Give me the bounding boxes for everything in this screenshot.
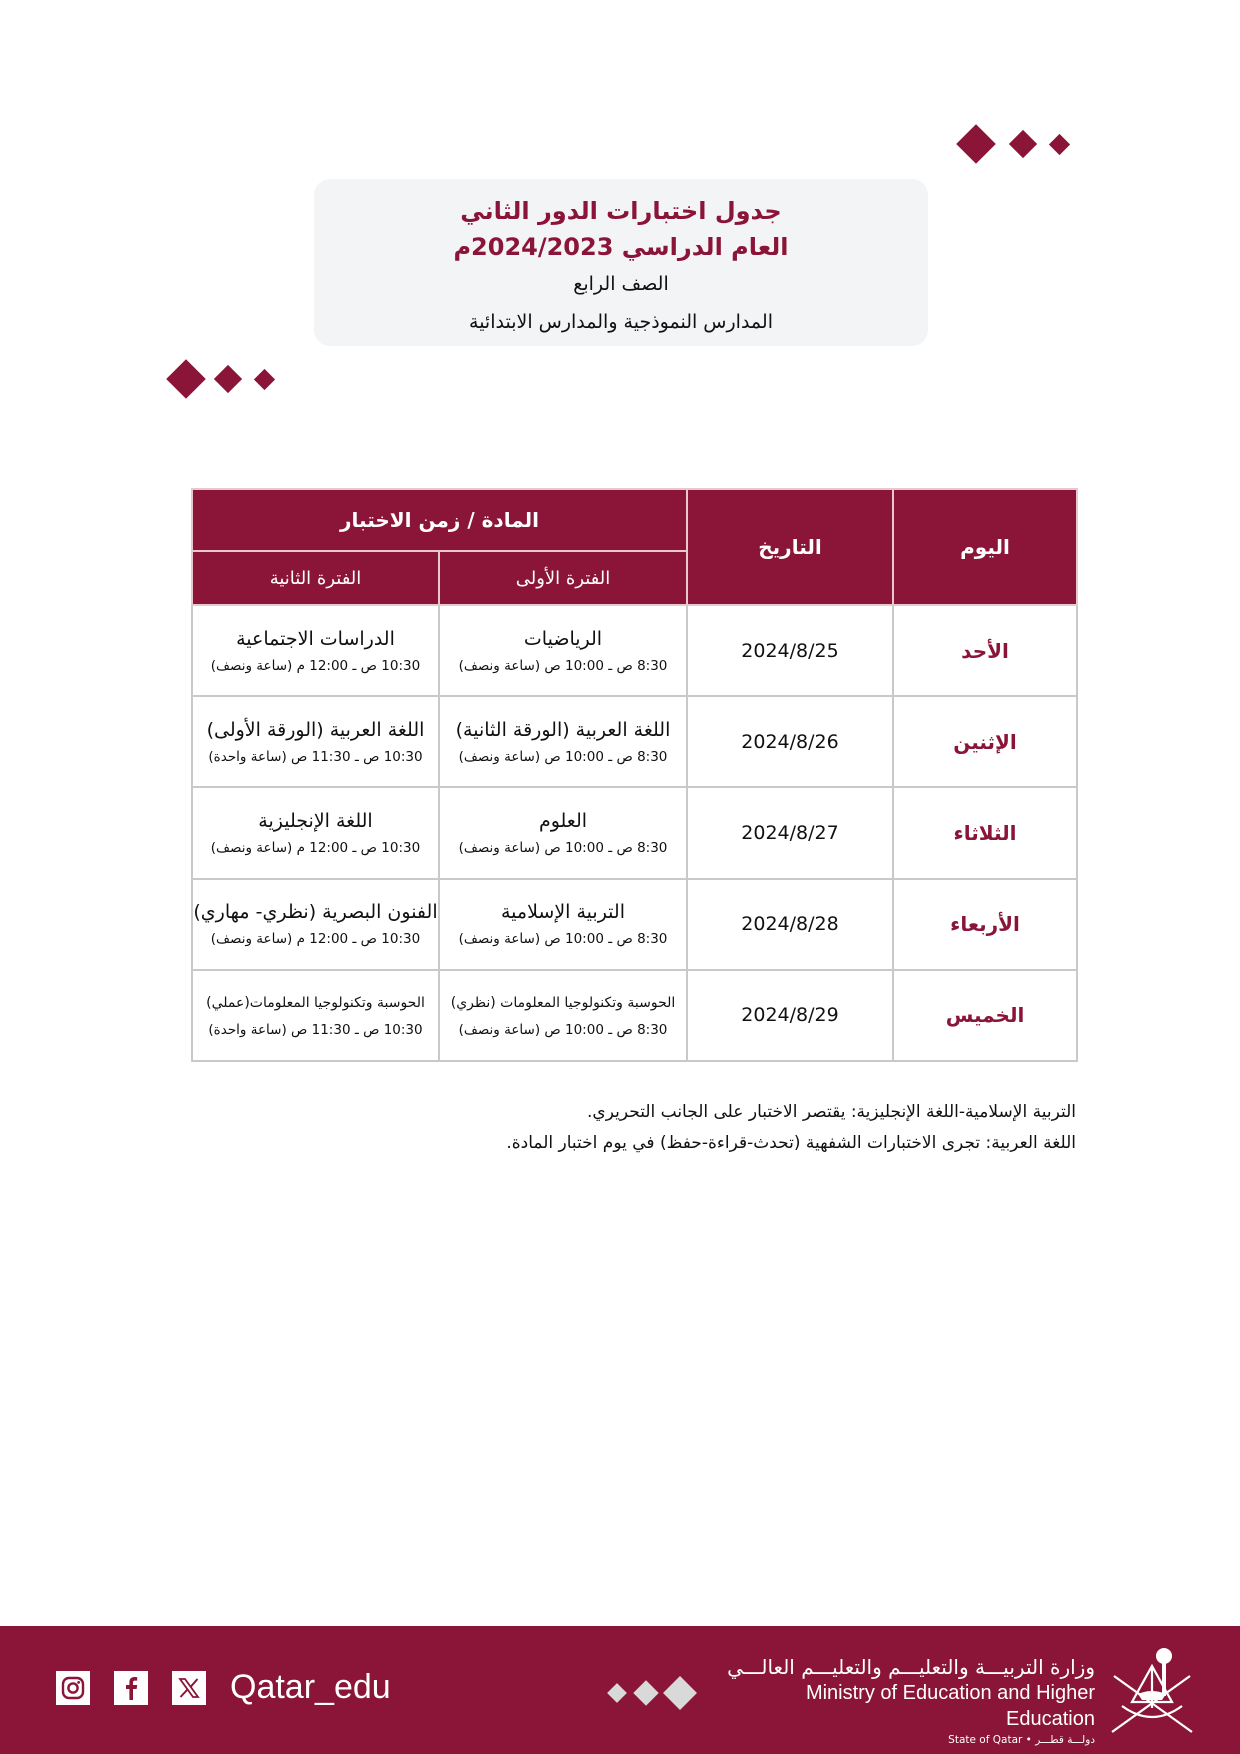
ministry-name — [720, 1654, 1095, 1748]
subject-name: اللغة الإنجليزية — [258, 809, 373, 832]
title-box — [314, 179, 928, 346]
period1-cell — [439, 879, 687, 970]
facebook-icon[interactable] — [114, 1671, 148, 1705]
exam-time: 10:30 ص ـ 12:00 م (ساعة ونصف) — [210, 839, 421, 856]
x-icon[interactable] — [172, 1671, 206, 1705]
table-row — [192, 970, 1077, 1061]
header-period-1: الفترة الأولى — [439, 551, 687, 605]
day-cell: الخميس — [893, 970, 1077, 1061]
schools-label: المدارس النموذجية والمدارس الابتدائية — [469, 311, 773, 333]
period2-cell — [192, 879, 439, 970]
grade-label: الصف الرابع — [573, 273, 669, 295]
ministry-name-ar: وزارة التربيـــة والتعليـــم والتعليـــم العالـــي — [727, 1655, 1095, 1679]
table-row — [192, 879, 1077, 970]
state-label: State of Qatar • دولـــة قطـــر — [948, 1734, 1095, 1746]
academic-year: العام الدراسي 2024/2023م — [453, 233, 789, 261]
subject-name: اللغة العربية (الورقة الأولى) — [206, 718, 425, 741]
exam-time: 8:30 ص ـ 10:00 ص (ساعة ونصف) — [458, 839, 668, 856]
social-links — [56, 1668, 391, 1707]
notes — [430, 1097, 1076, 1159]
header-date: التاريخ — [687, 489, 893, 605]
table-row — [192, 696, 1077, 787]
exam-time: 10:30 ص ـ 11:30 ص (ساعة واحدة) — [208, 1022, 423, 1039]
subject-name: الدراسات الاجتماعية — [236, 627, 395, 650]
period2-cell — [192, 970, 439, 1061]
footer — [0, 1626, 1240, 1754]
exam-schedule-table — [191, 488, 1078, 1062]
header-day: اليوم — [893, 489, 1077, 605]
day-cell: الأربعاء — [893, 879, 1077, 970]
period1-cell — [439, 787, 687, 878]
day-cell: الثلاثاء — [893, 787, 1077, 878]
subject-name: الفنون البصرية (نظري- مهاري) — [193, 901, 438, 924]
social-handle[interactable]: Qatar_edu — [230, 1668, 391, 1706]
qatar-emblem-icon — [1102, 1636, 1202, 1744]
decorative-diamonds-top — [950, 120, 1080, 170]
table-row — [192, 787, 1077, 878]
footer-diamonds — [604, 1678, 694, 1708]
period1-cell — [439, 605, 687, 696]
subject-name: الحوسبة وتكنولوجيا المعلومات (نظري) — [450, 995, 676, 1012]
date-cell: 2024/8/25 — [687, 605, 893, 696]
page-title: جدول اختبارات الدور الثاني — [460, 197, 782, 225]
instagram-icon[interactable] — [56, 1671, 90, 1705]
decorative-diamonds-left — [160, 355, 290, 405]
period2-cell — [192, 787, 439, 878]
exam-time: 10:30 ص ـ 12:00 م (ساعة ونصف) — [210, 931, 421, 948]
exam-time: 10:30 ص ـ 11:30 ص (ساعة واحدة) — [208, 748, 423, 765]
day-cell: الإثنين — [893, 696, 1077, 787]
exam-time: 10:30 ص ـ 12:00 م (ساعة ونصف) — [210, 657, 421, 674]
period2-cell — [192, 605, 439, 696]
subject-name: الحوسبة وتكنولوجيا المعلومات(عملي) — [206, 995, 425, 1012]
period1-cell — [439, 696, 687, 787]
date-cell: 2024/8/26 — [687, 696, 893, 787]
table-row — [192, 605, 1077, 696]
subject-name: العلوم — [538, 809, 588, 832]
subject-name: اللغة العربية (الورقة الثانية) — [455, 718, 671, 741]
period2-cell — [192, 696, 439, 787]
date-cell: 2024/8/27 — [687, 787, 893, 878]
ministry-name-en: Ministry of Education and Higher Education — [805, 1682, 1095, 1730]
exam-time: 8:30 ص ـ 10:00 ص (ساعة ونصف) — [458, 748, 668, 765]
header-period-2: الفترة الثانية — [192, 551, 439, 605]
exam-time: 8:30 ص ـ 10:00 ص (ساعة ونصف) — [458, 657, 668, 674]
note-line: اللغة العربية: تجرى الاختبارات الشفهية (تحدث-قراءة-حفظ) في يوم اختبار المادة. — [506, 1133, 1076, 1153]
subject-name: التربية الإسلامية — [500, 901, 625, 924]
day-cell: الأحد — [893, 605, 1077, 696]
header-subject-time: المادة / زمن الاختبار — [192, 489, 687, 551]
date-cell: 2024/8/28 — [687, 879, 893, 970]
exam-time: 8:30 ص ـ 10:00 ص (ساعة ونصف) — [458, 1022, 668, 1039]
period1-cell — [439, 970, 687, 1061]
subject-name: الرياضيات — [523, 627, 603, 650]
note-line: التربية الإسلامية-اللغة الإنجليزية: يقتصر الاختبار على الجانب التحريري. — [587, 1102, 1076, 1122]
date-cell: 2024/8/29 — [687, 970, 893, 1061]
exam-time: 8:30 ص ـ 10:00 ص (ساعة ونصف) — [458, 931, 668, 948]
